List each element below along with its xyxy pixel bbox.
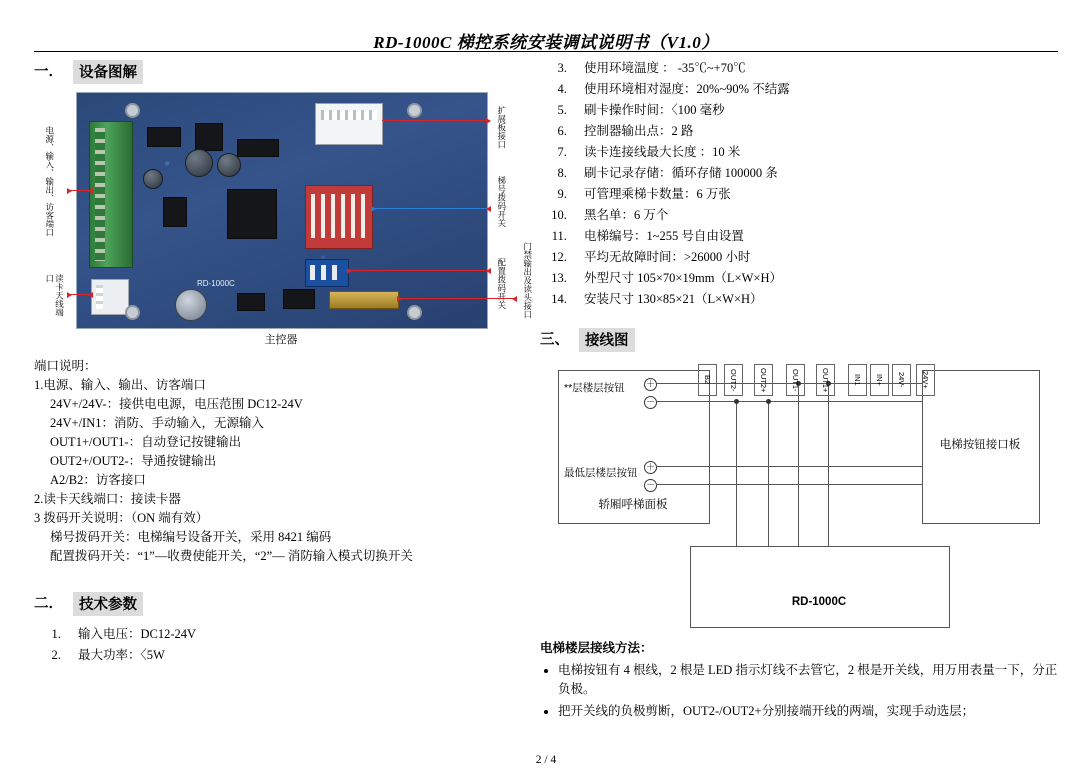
section-1-heading <box>34 60 514 84</box>
top-button-plus: ＋ <box>645 379 655 389</box>
floor-dip-switch <box>305 185 373 249</box>
port-line-1: 24V+/24V-：接供电电源，电压范围 DC12-24V <box>50 397 303 411</box>
arrow-right-mid <box>372 208 490 209</box>
section-2-heading <box>34 592 514 616</box>
section-2-number: 二． <box>34 596 63 612</box>
drop-line-3 <box>798 383 799 546</box>
spec-item: 13. 外型尺寸 105×70×19mm（L×W×H） <box>570 268 1058 289</box>
interface-board-title: 电梯按钮接口板 <box>939 439 1021 451</box>
terminal-pin: 24V+ <box>916 364 935 396</box>
junction-node-2 <box>766 399 771 404</box>
header-divider <box>34 51 1058 52</box>
drop-line-4 <box>828 383 829 546</box>
annotation-expansion: 扩展板接口 <box>496 106 507 149</box>
car-panel-title: 轿厢呼梯面板 <box>598 499 668 511</box>
spec-item: 3. 使用环境温度 ： -35℃~+70℃ <box>570 58 1058 79</box>
bottom-floor-button-label: 最低层楼层按钮 <box>564 467 638 479</box>
spec-item: 4. 使用环境相对湿度：20%~90% 不结露 <box>570 79 1058 100</box>
chip-u3 <box>237 139 279 157</box>
mount-hole-tl <box>125 103 140 118</box>
chip-u7 <box>237 293 265 311</box>
port-line-7: 3 拨码开关说明：（ON 端有效） <box>34 511 209 525</box>
spec-item: 9. 可管理乘梯卡数量：6 万张 <box>570 184 1058 205</box>
annotation-power-ports: 电源、输入、输出、访客端口 <box>44 126 55 237</box>
terminal-pin: OUT1+ <box>816 364 835 396</box>
mount-hole-bl <box>125 305 140 320</box>
mount-hole-br <box>407 305 422 320</box>
mount-hole-tr <box>407 103 422 118</box>
annotation-floor-dip: 梯号拨码开关 <box>496 176 507 227</box>
port-description <box>34 357 514 566</box>
terminal-pin: IN+ <box>870 364 889 396</box>
bottom-button-plus: ＋ <box>645 462 655 472</box>
capacitor-c3 <box>143 169 163 189</box>
spec-list-left <box>34 624 514 666</box>
port-title: 端口说明： <box>34 359 97 373</box>
port-line-2: 24V+/IN1：消防、手动输入，无源输入 <box>50 416 264 430</box>
spec-item: 5. 刷卡操作时间：〈100 毫秒 <box>570 100 1058 121</box>
spec-item: 11. 电梯编号：1~255 号自由设置 <box>570 226 1058 247</box>
arrow-right-low <box>348 270 490 271</box>
capacitor-c1 <box>185 149 213 177</box>
chip-u1 <box>147 127 181 147</box>
bus-line-3 <box>656 466 922 467</box>
terminal-pin: OUT1- <box>786 364 805 396</box>
port-line-0: 1.电源、输入、输出、访客端口 <box>34 378 206 392</box>
spec-item: 1. 输入电压：DC12-24V <box>64 624 514 645</box>
spec-item: 10. 黑名单：6 万个 <box>570 205 1058 226</box>
config-dip-switch <box>305 259 349 287</box>
section-3-number: 三、 <box>540 332 569 348</box>
chip-u6 <box>283 289 315 309</box>
terminal-pin: 24V- <box>892 364 911 396</box>
terminal-pin: B2 <box>698 364 717 396</box>
spec-item: 12. 平均无故障时间：>26000 小时 <box>570 247 1058 268</box>
spec-item: 2. 最大功率：〈5W <box>64 645 514 666</box>
section-2-label: 技术参数 <box>73 592 143 616</box>
figure-caption: 主控器 <box>264 334 298 346</box>
annotation-antenna-port: 读卡天线端口 <box>44 274 65 317</box>
spec-item: 14. 安装尺寸 130×85×21（L×W×H） <box>570 289 1058 310</box>
board-figure <box>44 92 533 327</box>
mcu-chip <box>227 189 277 239</box>
bottom-button-minus: － <box>645 480 655 490</box>
wiring-notes <box>540 661 1058 721</box>
board-silkscreen: RD-1000C <box>197 279 235 288</box>
arrow-right-bottom <box>398 298 516 299</box>
arrow-left-bottom <box>68 294 92 295</box>
page-footer: 2 / 4 <box>535 754 557 766</box>
annotation-door-output: 门禁输出及读头接口 <box>522 242 533 319</box>
gold-finger-connector <box>329 291 399 309</box>
top-floor-button-label: **层楼层按钮 <box>564 382 625 394</box>
terminal-pin: IN1 <box>848 364 867 396</box>
right-column <box>540 58 1058 724</box>
chip-u2 <box>195 123 223 151</box>
spec-item: 6. 控制器输出点：2 路 <box>570 121 1058 142</box>
arrow-right-top <box>382 120 490 121</box>
controller-box <box>690 546 950 628</box>
drop-line-2 <box>768 401 769 546</box>
port-line-9: 配置拨码开关：“1”—收费使能开关，“2”— 消防输入模式切换开关 <box>50 549 413 563</box>
section-1-label: 设备图解 <box>73 60 143 84</box>
port-line-5: A2/B2：访客接口 <box>50 473 146 487</box>
port-line-6: 2.读卡天线端口：接读卡器 <box>34 492 181 506</box>
antenna-connector <box>91 279 129 315</box>
controller-name: RD-1000C <box>791 596 847 608</box>
page-title: RD-1000C 梯控系统安装调试说明书（V1.0） <box>373 33 719 52</box>
section-3-heading <box>540 328 1058 352</box>
port-line-4: OUT2+/OUT2-：导通按键输出 <box>50 454 217 468</box>
terminal-pin: OUT2+ <box>754 364 773 396</box>
expansion-connector <box>315 103 383 145</box>
chip-u5 <box>163 197 187 227</box>
section-1-number: 一． <box>34 64 63 80</box>
wiring-diagram <box>540 360 1040 632</box>
top-button-minus: － <box>645 397 655 407</box>
port-line-8: 梯号拨码开关：电梯编号设备开关，采用 8421 编码 <box>50 530 332 544</box>
section-3-label: 接线图 <box>579 328 635 352</box>
wiring-note: • 把开关线的负极剪断，OUT2-/OUT2+分别接端开线的两端，实现手动选层； <box>558 702 1058 721</box>
capacitor-c2 <box>217 153 241 177</box>
drop-line-1 <box>736 401 737 546</box>
green-terminal-block <box>89 121 133 268</box>
annotation-config-dip: 配置拨码开关 <box>496 258 507 309</box>
left-column <box>34 60 533 666</box>
spec-item: 8. 刷卡记录存储：循环存储 100000 条 <box>570 163 1058 184</box>
buzzer <box>175 289 207 321</box>
bus-line-4 <box>656 484 922 485</box>
terminal-pin: OUT2- <box>724 364 743 396</box>
bus-line-2 <box>656 401 922 402</box>
spec-item: 7. 读卡连接线最大长度 ：10 米 <box>570 142 1058 163</box>
spec-list-right <box>540 58 1058 310</box>
junction-node-1 <box>734 399 739 404</box>
wiring-notes-title: 电梯楼层接线方法： <box>540 641 653 655</box>
arrow-left-top <box>68 190 92 191</box>
port-line-3: OUT1+/OUT1-：自动登记按键输出 <box>50 435 242 449</box>
wiring-note: • 电梯按钮有 4 根线，2 根是 LED 指示灯线不去管它，2 根是开关线，用万用表量一下，分正负极。 <box>558 661 1058 699</box>
